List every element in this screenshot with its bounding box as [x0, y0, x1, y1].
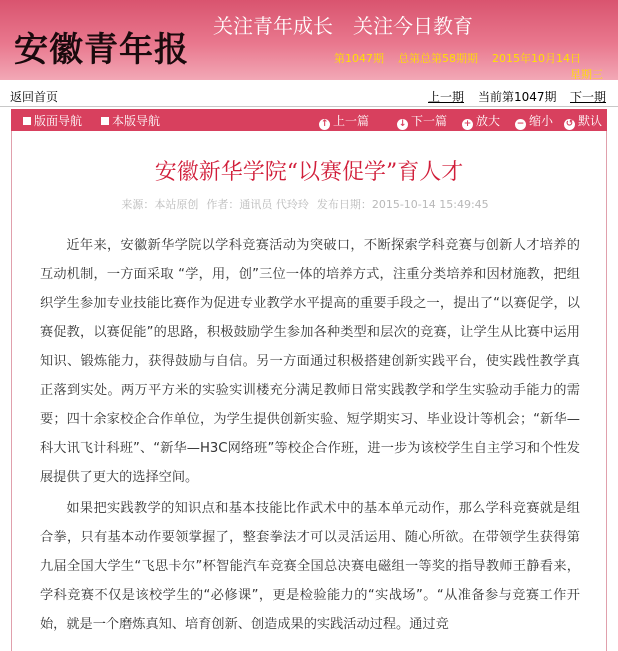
issue-info: [334, 50, 595, 66]
prev-issue-link[interactable]: 上一期: [428, 90, 465, 104]
article-toolbar: [11, 109, 607, 131]
back-home-link[interactable]: 返回首页: [10, 90, 59, 104]
next-article-button[interactable]: [397, 112, 447, 130]
slogan-education: 关注今日教育: [353, 14, 473, 38]
issue-weekday: 星期三: [570, 68, 603, 81]
issue-date: 2015年10月14日: [492, 52, 581, 65]
reset-icon: ↺: [565, 119, 574, 129]
next-issue-link[interactable]: 下一期: [570, 90, 607, 104]
minus-icon: −: [516, 119, 525, 129]
arrow-down-icon: ↓: [398, 119, 407, 129]
article-source: 来源：本站原创: [121, 198, 199, 211]
page-nav-label: 本版导航: [112, 114, 161, 128]
masthead: [0, 0, 618, 80]
newspaper-logo[interactable]: 安徽青年报: [14, 30, 189, 70]
zoom-out-label: 缩小: [529, 114, 554, 128]
slogan: [213, 10, 493, 39]
article-meta: [12, 196, 606, 212]
layout-nav-label: 版面导航: [34, 114, 83, 128]
current-issue-label: 当前第1047期: [478, 90, 557, 104]
issue-navbar: [0, 86, 618, 107]
plus-icon: +: [463, 119, 472, 129]
zoom-in-label: 放大: [476, 114, 501, 128]
default-size-label: 默认: [578, 114, 603, 128]
next-article-label: 下一篇: [411, 114, 448, 128]
default-size-button[interactable]: [564, 112, 602, 130]
zoom-in-button[interactable]: [462, 112, 500, 130]
article-paragraph: 近年来，安徽新华学院以学科竞赛活动为突破口，不断探索学科竞赛与创新人才培养的互动机制，一方面采取 “学，用，创”三位一体的培养方式，注重分类培养和因材施教，把组织学生参加专业技能比赛作为促进专业教学水平提高的重要手段之一，提出了“以赛促学，以赛促教，以赛促能”的思路，积极鼓励学生参加各种类型和层次的竞赛，让学生从比赛中运用知识、锻炼能力，获得鼓励与自信。另一方面通过积极搭建创新实践平台，使实践性教学真正落到实处。两万平方米的实验实训楼充分满足教师日常实践教学和学生实验动手能力的需要；四十余家校企合作单位，为学生提供创新实验、短学期实习、毕业设计等机会；“新华—科大讯飞计科班”、“新华—H3C网络班”等校企合作班，进一步为该校学生自主学习和个性发展提供了更大的选择空间。: [40, 238, 580, 485]
article-body: [40, 231, 580, 641]
total-issue-number: 总第总第58期期: [398, 52, 478, 65]
prev-article-button[interactable]: [319, 112, 369, 130]
square-icon: [23, 117, 31, 125]
square-icon: [101, 117, 109, 125]
page-nav-button[interactable]: [101, 112, 160, 129]
article-container: [11, 131, 607, 651]
article-paragraph: 如果把实践教学的知识点和基本技能比作武术中的基本单元动作，那么学科竞赛就是组合拳，只有基本动作要领掌握了，整套拳法才可以灵活运用、随心所欲。在带领学生获得第九届全国大学生“飞思卡尔”杯智能汽车竞赛全国总决赛电磁组一等奖的指导教师王静看来，学科竞赛不仅是该校学生的“必修课”，更是检验能力的“实战场”。“从准备参与竞赛工作开始，就是一个磨炼真知、培育创新、创造成果的实践活动过程。通过竞: [40, 501, 580, 632]
layout-nav-button[interactable]: [23, 112, 82, 129]
prev-article-label: 上一篇: [333, 114, 370, 128]
issue-number: 第1047期: [334, 52, 384, 65]
slogan-youth: 关注青年成长: [213, 14, 333, 38]
article-date: 发布日期：2015-10-14 15:49:45: [316, 198, 489, 211]
arrow-up-icon: ↑: [320, 119, 329, 129]
article-author: 作者：通讯员 代玲玲: [206, 198, 309, 211]
article-title: 安徽新华学院“以赛促学”育人才: [154, 160, 464, 185]
zoom-out-button[interactable]: [515, 112, 553, 130]
